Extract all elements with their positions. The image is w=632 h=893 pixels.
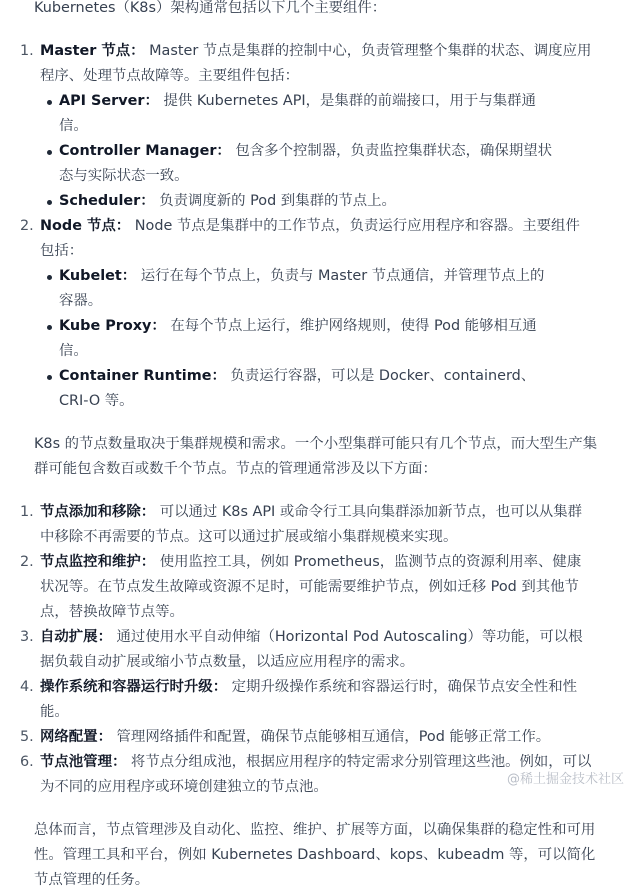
list-item-aspect	[0, 625, 632, 675]
sub-item-container-runtime	[0, 364, 592, 414]
sub-item-text: 负责调度新的 Pod 到集群的节点上。	[154, 193, 396, 209]
sub-item-scheduler	[0, 189, 592, 214]
sub-item-title: Controller Manager：	[59, 143, 231, 159]
item-title: Node 节点：	[40, 218, 131, 234]
list-item-aspect	[0, 725, 632, 750]
list-item-aspect	[0, 550, 632, 625]
list-number: 3.	[20, 629, 34, 645]
item-text: 管理网络插件和配置，确保节点能够相互通信，Pod 能够正常工作。	[111, 729, 551, 745]
item-text: Node 节点是集群中的工作节点，负责运行应用程序和容器。主要组件包括：	[40, 218, 580, 259]
sub-item-controller-manager	[0, 139, 592, 189]
sub-item-text: 在每个节点上运行，维护网络规则，使得 Pod 能够相互通信。	[59, 318, 537, 359]
middle-paragraph: K8s 的节点数量取决于集群规模和需求。一个小型集群可能只有几个节点，而大型生产集群可能包含数百或数千个节点。节点的管理通常涉及以下方面：	[34, 436, 598, 477]
list-number: 1.	[20, 43, 34, 59]
item-text: 可以通过 K8s API 或命令行工具向集群添加新节点，也可以从集群中移除不再需要的节点。这可以通过扩展或缩小集群规模来实现。	[40, 504, 583, 545]
node-subcomponents	[40, 264, 592, 414]
sub-item-title: Kubelet：	[59, 268, 137, 284]
sub-item-title: Scheduler：	[59, 193, 155, 209]
list-number: 4.	[20, 679, 34, 695]
sub-item-text: 提供 Kubernetes API，是集群的前端接口，用于与集群通信。	[59, 93, 536, 134]
intro-paragraph: Kubernetes（K8s）架构通常包括以下几个主要组件：	[34, 0, 387, 16]
list-number: 2.	[20, 554, 34, 570]
item-title: 节点池管理：	[40, 754, 127, 770]
sub-item-title: API Server：	[59, 93, 159, 109]
master-subcomponents	[40, 89, 592, 214]
watermark	[507, 772, 624, 788]
item-text: Master 节点是集群的控制中心，负责管理整个集群的状态、调度应用程序、处理节点故障等。主要组件包括：	[40, 43, 592, 84]
sub-item-api-server	[0, 89, 592, 139]
sub-item-text: 包含多个控制器，负责监控集群状态，确保期望状态与实际状态一致。	[59, 143, 552, 184]
list-number: 5.	[20, 729, 34, 745]
item-text: 将节点分组成池，根据应用程序的特定需求分别管理这些池。例如，可以为不同的应用程序或环境创建独立的节点池。	[40, 754, 592, 795]
item-title: 节点监控和维护：	[40, 554, 156, 570]
sub-item-title: Kube Proxy：	[59, 318, 166, 334]
components-list	[0, 39, 632, 414]
list-number: 1.	[20, 504, 34, 520]
list-item-aspect	[0, 500, 632, 550]
list-item-node	[0, 214, 632, 414]
aspects-list	[0, 500, 632, 800]
item-title: 网络配置：	[40, 729, 112, 745]
sub-item-text: 运行在每个节点上，负责与 Master 节点通信，并管理节点上的容器。	[59, 268, 545, 309]
list-number: 2.	[20, 218, 34, 234]
item-text: 定期升级操作系统和容器运行时，确保节点安全性和性能。	[40, 679, 578, 720]
list-number: 6.	[20, 754, 34, 770]
watermark-text: @稀土掘金技术社区	[506, 772, 624, 787]
list-item-master	[0, 39, 632, 214]
sub-item-text: 负责运行容器，可以是 Docker、containerd、CRI-O 等。	[59, 368, 536, 409]
item-title: 自动扩展：	[40, 629, 112, 645]
list-item-aspect	[0, 675, 632, 725]
item-text: 通过使用水平自动伸缩（Horizontal Pod Autoscaling）等功能，可以根据负载自动扩展或缩小节点数量，以适应应用程序的需求。	[40, 629, 583, 670]
sub-item-kube-proxy	[0, 314, 592, 364]
item-text: 使用监控工具，例如 Prometheus，监测节点的资源利用率、健康状况等。在节点发生故障或资源不足时，可能需要维护节点，例如迁移 Pod 到其他节点，替换故障节点等。	[40, 554, 582, 620]
sub-item-kubelet	[0, 264, 592, 314]
item-title: 节点添加和移除：	[40, 504, 156, 520]
item-title: Master 节点：	[40, 43, 145, 59]
item-title: 操作系统和容器运行时升级：	[40, 679, 228, 695]
sub-item-title: Container Runtime：	[59, 368, 226, 384]
summary-paragraph: 总体而言，节点管理涉及自动化、监控、维护、扩展等方面，以确保集群的稳定性和可用性。管理工具和平台，例如 Kubernetes Dashboard、kops、kubeadm 等，可以简化节点管理的任务。	[34, 822, 596, 888]
